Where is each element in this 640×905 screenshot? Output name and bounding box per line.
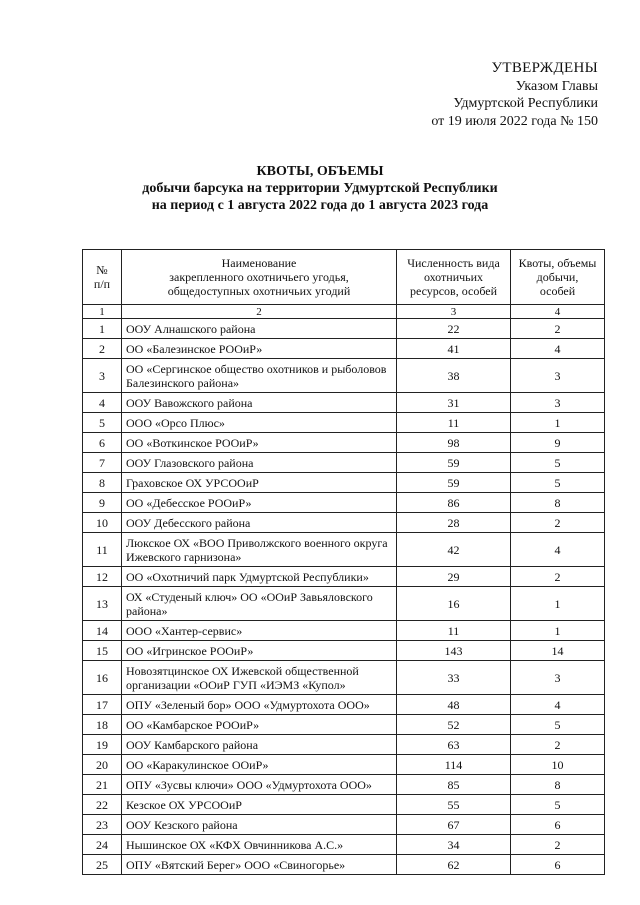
hunting-ground-name: ОО «Каракулинское ООиР» bbox=[122, 755, 397, 775]
quota-value: 6 bbox=[511, 815, 605, 835]
row-number: 5 bbox=[83, 413, 122, 433]
table-row bbox=[83, 473, 605, 493]
population-count: 48 bbox=[397, 695, 511, 715]
row-number: 2 bbox=[83, 339, 122, 359]
table-row bbox=[83, 661, 605, 695]
table-body bbox=[83, 319, 605, 875]
row-number: 25 bbox=[83, 855, 122, 875]
header-name-line-2: закрепленного охотничьего угодья, bbox=[169, 270, 349, 284]
hunting-ground-name: ООУ Камбарского района bbox=[122, 735, 397, 755]
table-row bbox=[83, 715, 605, 735]
quota-value: 1 bbox=[511, 587, 605, 621]
row-number: 13 bbox=[83, 587, 122, 621]
heading-line-3: на период с 1 августа 2022 года до 1 августа 2023 года bbox=[151, 198, 489, 213]
header-quota bbox=[511, 250, 605, 305]
row-number: 22 bbox=[83, 795, 122, 815]
hunting-ground-name: ОПУ «Вятский Берег» ООО «Свиногорье» bbox=[122, 855, 397, 875]
approval-line-1: Указом Главы bbox=[515, 78, 598, 94]
row-number: 18 bbox=[83, 715, 122, 735]
quota-value: 4 bbox=[511, 533, 605, 567]
hunting-ground-name: ОО «Дебесское РООиР» bbox=[122, 493, 397, 513]
hunting-ground-name: Граховское ОХ УРСООиР bbox=[122, 473, 397, 493]
table-row bbox=[83, 339, 605, 359]
hunting-ground-name: ООУ Дебесского района bbox=[122, 513, 397, 533]
quota-value: 1 bbox=[511, 413, 605, 433]
quota-value: 2 bbox=[511, 319, 605, 339]
row-number: 1 bbox=[83, 319, 122, 339]
population-count: 52 bbox=[397, 715, 511, 735]
population-count: 85 bbox=[397, 775, 511, 795]
table-row bbox=[83, 695, 605, 715]
population-count: 114 bbox=[397, 755, 511, 775]
quota-value: 2 bbox=[511, 835, 605, 855]
approval-stamp bbox=[431, 60, 598, 130]
table-row bbox=[83, 815, 605, 835]
column-index: 4 bbox=[511, 305, 605, 319]
hunting-ground-name: ООУ Кезского района bbox=[122, 815, 397, 835]
row-number: 20 bbox=[83, 755, 122, 775]
quota-value: 5 bbox=[511, 795, 605, 815]
population-count: 11 bbox=[397, 621, 511, 641]
quotas-table bbox=[82, 249, 605, 875]
header-name bbox=[122, 250, 397, 305]
table-row bbox=[83, 413, 605, 433]
row-number: 21 bbox=[83, 775, 122, 795]
hunting-ground-name: ОО «Игринское РООиР» bbox=[122, 641, 397, 661]
quota-value: 2 bbox=[511, 735, 605, 755]
population-count: 28 bbox=[397, 513, 511, 533]
population-count: 63 bbox=[397, 735, 511, 755]
header-pop-line-3: ресурсов, особей bbox=[409, 284, 498, 298]
table-header-row bbox=[83, 250, 605, 305]
approval-line-2: Удмуртской Республики bbox=[453, 96, 598, 111]
header-quota-line-2: добычи, bbox=[536, 270, 579, 284]
header-pop-line-2: охотничьих bbox=[423, 270, 484, 284]
table-row bbox=[83, 855, 605, 875]
table-row bbox=[83, 567, 605, 587]
table-row bbox=[83, 621, 605, 641]
population-count: 59 bbox=[397, 473, 511, 493]
approval-title: УТВЕРЖДЕНЫ bbox=[491, 60, 598, 76]
population-count: 38 bbox=[397, 359, 511, 393]
population-count: 33 bbox=[397, 661, 511, 695]
row-number: 19 bbox=[83, 735, 122, 755]
table-row bbox=[83, 533, 605, 567]
population-count: 41 bbox=[397, 339, 511, 359]
hunting-ground-name: ООО «Орсо Плюс» bbox=[122, 413, 397, 433]
quota-value: 3 bbox=[511, 359, 605, 393]
document-heading bbox=[0, 163, 640, 214]
hunting-ground-name: ОО «Балезинское РООиР» bbox=[122, 339, 397, 359]
quota-value: 6 bbox=[511, 855, 605, 875]
hunting-ground-name: ОО «Воткинское РООиР» bbox=[122, 433, 397, 453]
hunting-ground-name: ОО «Охотничий парк Удмуртской Республики» bbox=[122, 567, 397, 587]
population-count: 42 bbox=[397, 533, 511, 567]
header-num bbox=[83, 250, 122, 305]
population-count: 55 bbox=[397, 795, 511, 815]
hunting-ground-name: Люкское ОХ «ВОО Приволжского военного округа Ижевского гарнизона» bbox=[122, 533, 397, 567]
population-count: 86 bbox=[397, 493, 511, 513]
row-number: 24 bbox=[83, 835, 122, 855]
quota-value: 5 bbox=[511, 473, 605, 493]
table-row bbox=[83, 513, 605, 533]
population-count: 11 bbox=[397, 413, 511, 433]
population-count: 98 bbox=[397, 433, 511, 453]
row-number: 9 bbox=[83, 493, 122, 513]
row-number: 15 bbox=[83, 641, 122, 661]
quota-value: 10 bbox=[511, 755, 605, 775]
row-number: 23 bbox=[83, 815, 122, 835]
table-row bbox=[83, 735, 605, 755]
quota-value: 8 bbox=[511, 493, 605, 513]
hunting-ground-name: ООО «Хантер-сервис» bbox=[122, 621, 397, 641]
header-name-line-1: Наименование bbox=[221, 256, 297, 270]
hunting-ground-name: ОО «Камбарское РООиР» bbox=[122, 715, 397, 735]
population-count: 59 bbox=[397, 453, 511, 473]
row-number: 3 bbox=[83, 359, 122, 393]
approval-line-3: от 19 июля 2022 года № 150 bbox=[431, 113, 598, 129]
hunting-ground-name: ОПУ «Зусвы ключи» ООО «Удмуртохота ООО» bbox=[122, 775, 397, 795]
row-number: 4 bbox=[83, 393, 122, 413]
table-row bbox=[83, 795, 605, 815]
quota-value: 9 bbox=[511, 433, 605, 453]
header-name-line-3: общедоступных охотничьих угодий bbox=[167, 284, 351, 298]
population-count: 31 bbox=[397, 393, 511, 413]
header-num-line-2: п/п bbox=[93, 277, 111, 291]
table-row bbox=[83, 835, 605, 855]
row-number: 17 bbox=[83, 695, 122, 715]
hunting-ground-name: ООУ Алнашского района bbox=[122, 319, 397, 339]
column-index: 2 bbox=[122, 305, 397, 319]
population-count: 143 bbox=[397, 641, 511, 661]
table-row bbox=[83, 393, 605, 413]
population-count: 34 bbox=[397, 835, 511, 855]
table-row bbox=[83, 433, 605, 453]
quota-value: 4 bbox=[511, 339, 605, 359]
row-number: 11 bbox=[83, 533, 122, 567]
table-row bbox=[83, 453, 605, 473]
population-count: 67 bbox=[397, 815, 511, 835]
row-number: 6 bbox=[83, 433, 122, 453]
table-row bbox=[83, 587, 605, 621]
row-number: 10 bbox=[83, 513, 122, 533]
hunting-ground-name: ОХ «Студеный ключ» ОО «ООиР Завьяловского района» bbox=[122, 587, 397, 621]
hunting-ground-name: ООУ Глазовского района bbox=[122, 453, 397, 473]
row-number: 14 bbox=[83, 621, 122, 641]
header-num-line-1: № bbox=[96, 263, 108, 277]
table-row bbox=[83, 319, 605, 339]
quota-value: 2 bbox=[511, 567, 605, 587]
quota-value: 3 bbox=[511, 393, 605, 413]
population-count: 16 bbox=[397, 587, 511, 621]
row-number: 12 bbox=[83, 567, 122, 587]
table-row bbox=[83, 641, 605, 661]
hunting-ground-name: ООУ Вавожского района bbox=[122, 393, 397, 413]
row-number: 16 bbox=[83, 661, 122, 695]
table-row bbox=[83, 775, 605, 795]
row-number: 8 bbox=[83, 473, 122, 493]
population-count: 62 bbox=[397, 855, 511, 875]
table-row bbox=[83, 493, 605, 513]
hunting-ground-name: ОО «Сергинское общество охотников и рыболовов Балезинского района» bbox=[122, 359, 397, 393]
column-index: 1 bbox=[83, 305, 122, 319]
header-quota-line-1: Квоты, объемы bbox=[518, 256, 597, 270]
header-pop-line-1: Численность вида bbox=[407, 256, 500, 270]
quota-value: 1 bbox=[511, 621, 605, 641]
column-index: 3 bbox=[397, 305, 511, 319]
hunting-ground-name: ОПУ «Зеленый бор» ООО «Удмуртохота ООО» bbox=[122, 695, 397, 715]
quota-value: 14 bbox=[511, 641, 605, 661]
hunting-ground-name: Кезское ОХ УРСООиР bbox=[122, 795, 397, 815]
table-row bbox=[83, 359, 605, 393]
quota-value: 4 bbox=[511, 695, 605, 715]
quota-value: 2 bbox=[511, 513, 605, 533]
quota-value: 5 bbox=[511, 715, 605, 735]
quota-value: 3 bbox=[511, 661, 605, 695]
column-index-row bbox=[83, 305, 605, 319]
header-quota-line-3: особей bbox=[539, 284, 576, 298]
quota-value: 8 bbox=[511, 775, 605, 795]
hunting-ground-name: Новозятцинское ОХ Ижевской общественной организации «ООиР ГУП «ИЭМЗ «Купол» bbox=[122, 661, 397, 695]
table-row bbox=[83, 755, 605, 775]
heading-line-2: добычи барсука на территории Удмуртской Республики bbox=[142, 181, 498, 196]
heading-line-1: КВОТЫ, ОБЪЕМЫ bbox=[256, 164, 384, 179]
row-number: 7 bbox=[83, 453, 122, 473]
header-population bbox=[397, 250, 511, 305]
population-count: 22 bbox=[397, 319, 511, 339]
quota-value: 5 bbox=[511, 453, 605, 473]
population-count: 29 bbox=[397, 567, 511, 587]
hunting-ground-name: Нышинское ОХ «КФХ Овчинникова А.С.» bbox=[122, 835, 397, 855]
